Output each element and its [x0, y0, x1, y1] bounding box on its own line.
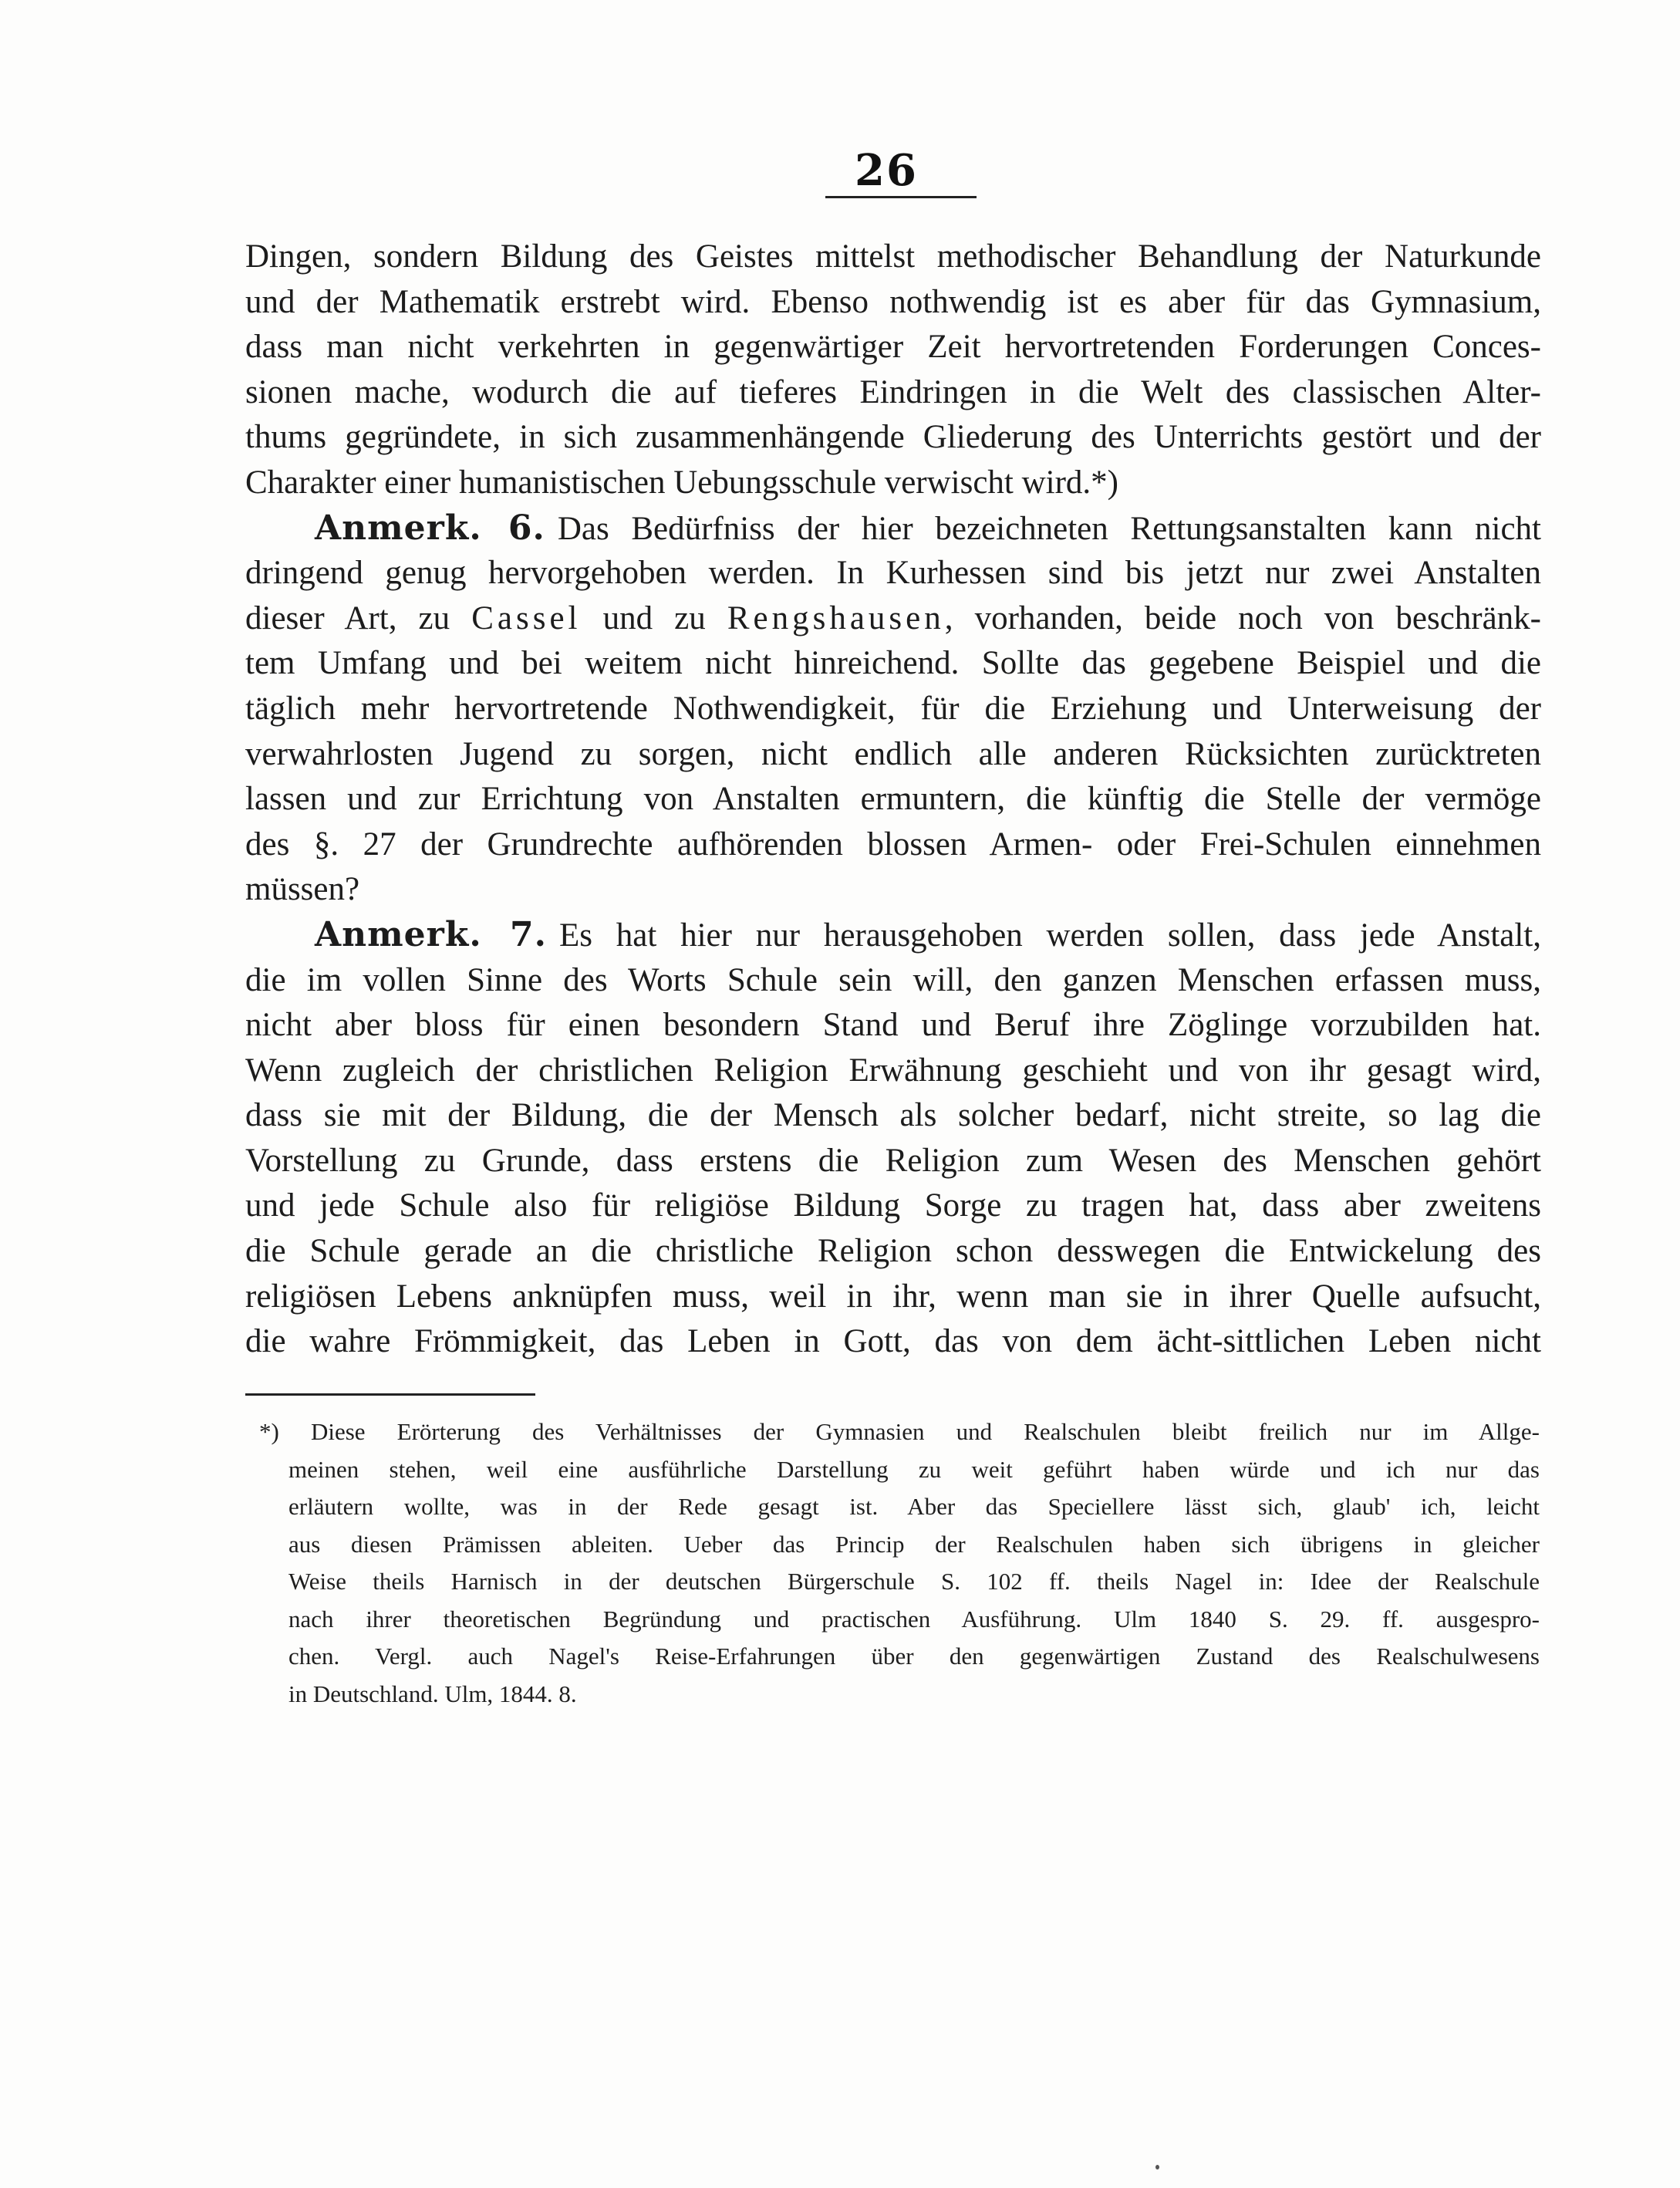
text-line: sionen mache, wodurch die auf tieferes Eindringen in die Welt des classischen Alter- — [245, 373, 1541, 410]
text-line: religiösen Lebens anknüpfen muss, weil in ihr, wenn man sie in ihrer Quelle aufsucht, — [245, 1278, 1541, 1315]
place-name-rengshausen: Rengshausen — [727, 599, 945, 636]
anmerk-6-label: Anmerk. 6. — [315, 508, 545, 548]
footnote-line: Weise theils Harnisch in der deutschen Bürgerschule S. 102 ff. theils Nagel in: Idee der Realschule — [288, 1568, 1540, 1595]
text-line: thums gegründete, in sich zusammenhängende Gliederung des Unterrichts gestört und der — [245, 419, 1541, 456]
footnote-line: meinen stehen, weil eine ausführliche Darstellung zu weit geführt haben würde und ich nur das — [288, 1455, 1540, 1483]
footnote-line: erläutern wollte, was in der Rede gesagt ist. Aber das Speciellere lässt sich, glaub' ich, leicht — [288, 1493, 1540, 1520]
text-line — [245, 596, 1541, 642]
page-number-underline — [825, 196, 977, 198]
page-number: 26 — [855, 145, 918, 196]
text-line: müssen? — [245, 871, 360, 908]
footnote-separator — [245, 1393, 535, 1396]
anmerk-7-label: Anmerk. 7. — [315, 914, 547, 954]
anmerk-7-first-line: Es hat hier nur herausgehoben werden sollen, dass jede Anstalt, — [558, 917, 1541, 954]
anmerk-7-heading-line — [245, 913, 1541, 958]
text-line: dass sie mit der Bildung, die der Mensch als solcher bedarf, nicht streite, so lag die — [245, 1097, 1541, 1134]
anmerk-6-heading-line — [245, 506, 1541, 552]
text-line: Vorstellung zu Grunde, dass erstens die Religion zum Wesen des Menschen gehört — [245, 1142, 1541, 1179]
footnote-line: in Deutschland. Ulm, 1844. 8. — [288, 1680, 577, 1707]
text-line: und der Mathematik erstrebt wird. Ebenso nothwendig ist es aber für das Gymnasium, — [245, 283, 1541, 320]
footnote-line: nach ihrer theoretischen Begründung und practischen Ausführung. Ulm 1840 S. 29. ff. ausgespro- — [288, 1605, 1540, 1633]
text-segment: und zu — [581, 599, 727, 636]
ink-speck — [1155, 2165, 1159, 2169]
text-line: die Schule gerade an die christliche Religion schon desswegen die Entwickelung des — [245, 1233, 1541, 1270]
text-segment: , vorhanden, beide noch von beschränk- — [944, 599, 1541, 636]
text-line: die wahre Frömmigkeit, das Leben in Gott, das von dem ächt-sittlichen Leben nicht — [245, 1323, 1541, 1360]
footnote — [259, 1413, 1540, 1713]
footnote-line: *) Diese Erörterung des Verhältnisses der Gymnasien und Realschulen bleibt freilich nur im Allge- — [259, 1418, 1540, 1445]
text-line: dass man nicht verkehrten in gegenwärtiger Zeit hervortretenden Forderungen Conces- — [245, 329, 1541, 366]
text-line: die im vollen Sinne des Worts Schule sein will, den ganzen Menschen erfassen muss, — [245, 961, 1541, 998]
text-line: und jede Schule also für religiöse Bildung Sorge zu tragen hat, dass aber zweitens — [245, 1187, 1541, 1224]
text-line: nicht aber bloss für einen besondern Stand und Beruf ihre Zöglinge vorzubilden hat. — [245, 1007, 1541, 1044]
main-text — [245, 235, 1541, 1365]
place-name-cassel: Cassel — [471, 599, 582, 636]
text-line: Wenn zugleich der christlichen Religion Erwähnung geschieht und von ihr gesagt wird, — [245, 1052, 1541, 1089]
text-line: lassen und zur Errichtung von Anstalten ermuntern, die künftig die Stelle der vermöge — [245, 781, 1541, 818]
text-line: tem Umfang und bei weitem nicht hinreichend. Sollte das gegebene Beispiel und die — [245, 645, 1541, 682]
anmerk-6-first-line: Das Bedürfniss der hier bezeichneten Rettungsanstalten kann nicht — [557, 510, 1541, 547]
footnote-line: aus diesen Prämissen ableiten. Ueber das Princip der Realschulen haben sich übrigens in gleicher — [288, 1530, 1540, 1558]
text-line: verwahrlosten Jugend zu sorgen, nicht endlich alle anderen Rücksichten zurücktreten — [245, 735, 1541, 772]
text-segment: dieser Art, zu — [245, 599, 472, 636]
text-line: Dingen, sondern Bildung des Geistes mittelst methodischer Behandlung der Naturkunde — [245, 238, 1541, 275]
text-line: Charakter einer humanistischen Uebungsschule verwischt wird.*) — [245, 464, 1119, 501]
footnote-line: chen. Vergl. auch Nagel's Reise-Erfahrungen über den gegenwärtigen Zustand des Realschulwesens — [288, 1643, 1540, 1670]
text-line: des §. 27 der Grundrechte aufhörenden blossen Armen- oder Frei-Schulen einnehmen — [245, 826, 1541, 863]
text-line: dringend genug hervorgehoben werden. In Kurhessen sind bis jetzt nur zwei Anstalten — [245, 555, 1541, 592]
text-line: täglich mehr hervortretende Nothwendigkeit, für die Erziehung und Unterweisung der — [245, 690, 1541, 727]
